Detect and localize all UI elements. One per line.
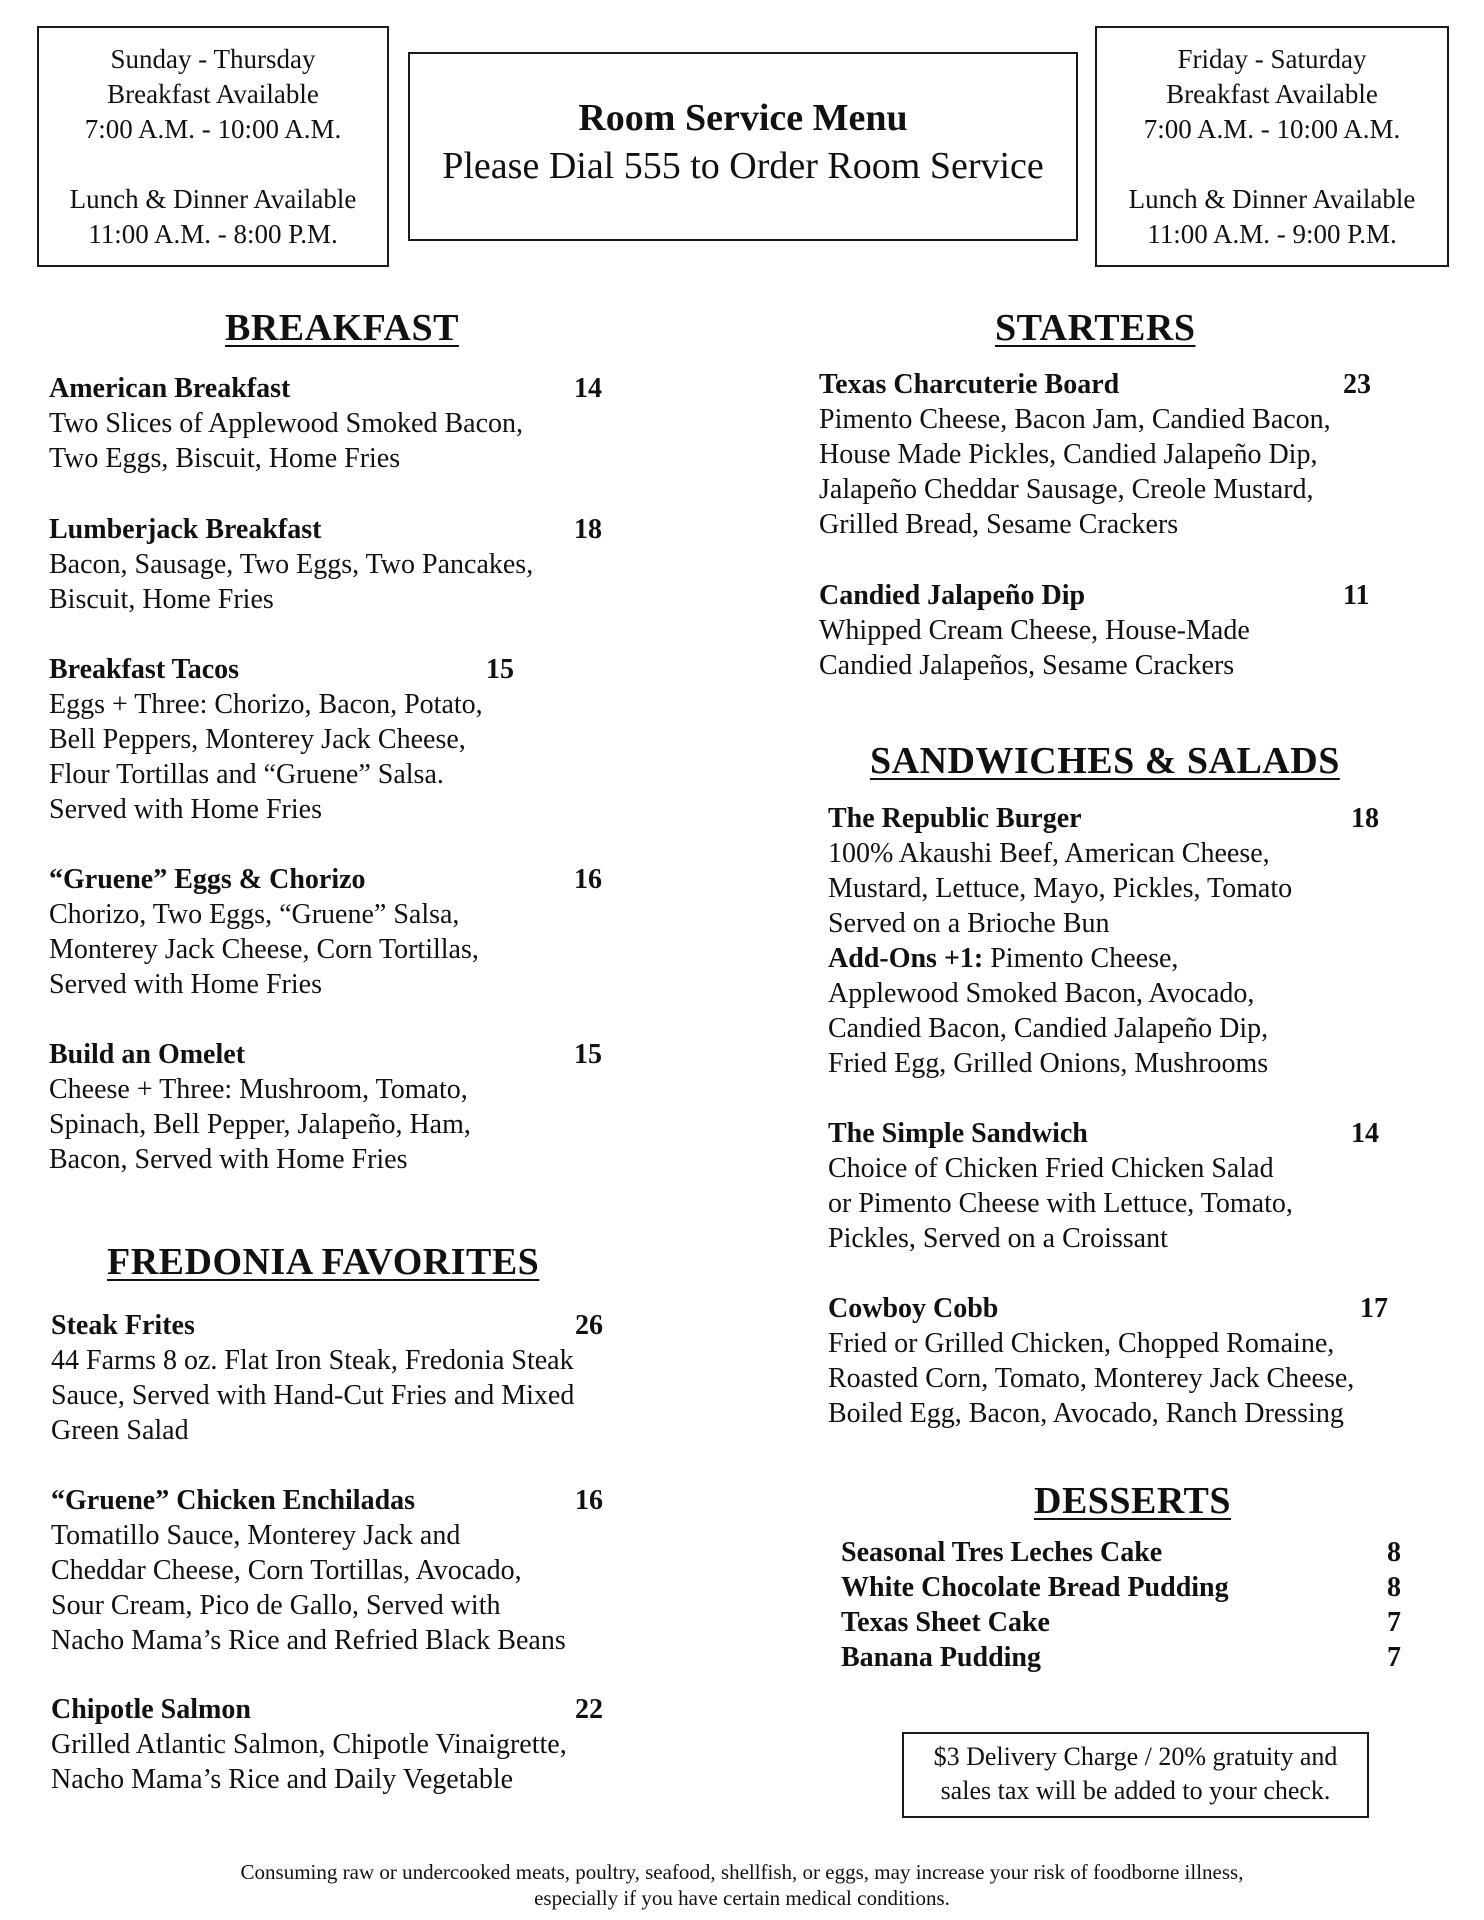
item-name: Texas Charcuterie Board: [819, 369, 1120, 400]
sandwiches-heading: SANDWICHES & SALADS: [870, 740, 1340, 782]
right-lunch-hours: 11:00 A.M. - 9:00 P.M.: [1147, 219, 1397, 249]
item-desc-line: Roasted Corn, Tomato, Monterey Jack Cheese,: [828, 1363, 1355, 1394]
item-name: Candied Jalapeño Dip: [819, 580, 1086, 611]
delivery-note-line: sales tax will be added to your check.: [940, 1776, 1331, 1805]
item-desc-line: Jalapeño Cheddar Sausage, Creole Mustard,: [819, 474, 1314, 505]
item-price: 18: [1351, 803, 1379, 834]
item-desc-line: 44 Farms 8 oz. Flat Iron Steak, Fredonia Steak: [51, 1345, 574, 1376]
item-name: American Breakfast: [49, 373, 291, 404]
menu-title: Room Service Menu: [578, 97, 908, 139]
dessert-name: Seasonal Tres Leches Cake: [841, 1537, 1163, 1568]
item-desc-line: Nacho Mama’s Rice and Refried Black Beans: [51, 1625, 566, 1656]
item-desc-line: Served on a Brioche Bun: [828, 908, 1110, 939]
item-desc-line: Cheddar Cheese, Corn Tortillas, Avocado,: [51, 1555, 522, 1586]
addon-desc-line: Applewood Smoked Bacon, Avocado,: [828, 978, 1255, 1009]
item-desc-line: Sour Cream, Pico de Gallo, Served with: [51, 1590, 501, 1621]
right-days: Friday - Saturday: [1177, 44, 1367, 74]
item-name: “Gruene” Eggs & Chorizo: [49, 864, 366, 895]
menu-item: [828, 1291, 1388, 1431]
item-name: “Gruene” Chicken Enchiladas: [51, 1485, 416, 1516]
item-desc-line: Boiled Egg, Bacon, Avocado, Ranch Dressing: [828, 1398, 1344, 1429]
menu-item: [51, 1692, 603, 1797]
item-desc-line: Grilled Bread, Sesame Crackers: [819, 509, 1179, 540]
item-price: 16: [575, 1485, 603, 1516]
right-breakfast-label: Breakfast Available: [1166, 79, 1378, 109]
item-name: Breakfast Tacos: [49, 654, 240, 685]
dessert-name: Texas Sheet Cake: [841, 1607, 1050, 1638]
item-desc-line: Nacho Mama’s Rice and Daily Vegetable: [51, 1764, 514, 1795]
item-desc-line: Pickles, Served on a Croissant: [828, 1223, 1168, 1254]
delivery-note-line: $3 Delivery Charge / 20% gratuity and: [933, 1742, 1338, 1771]
breakfast-heading: BREAKFAST: [225, 307, 459, 349]
item-desc-line: Tomatillo Sauce, Monterey Jack and: [51, 1520, 461, 1551]
item-name: The Republic Burger: [828, 803, 1082, 834]
item-price: 15: [486, 654, 514, 685]
item-desc-line: Cheese + Three: Mushroom, Tomato,: [49, 1074, 468, 1105]
item-price: 17: [1360, 1293, 1388, 1324]
addon-desc-line: Candied Bacon, Candied Jalapeño Dip,: [828, 1013, 1269, 1044]
dessert-price: 8: [1387, 1537, 1401, 1568]
item-desc-line: Served with Home Fries: [49, 794, 322, 825]
item-desc-line: Grilled Atlantic Salmon, Chipotle Vinaigrette,: [51, 1729, 567, 1760]
item-price: 15: [574, 1039, 602, 1070]
item-price: 23: [1343, 369, 1371, 400]
item-desc-line: Fried or Grilled Chicken, Chopped Romaine,: [828, 1328, 1335, 1359]
dessert-price: 8: [1387, 1572, 1401, 1603]
menu-item: [51, 1308, 603, 1448]
starters-heading: STARTERS: [995, 307, 1196, 349]
item-desc-line: Flour Tortillas and “Gruene” Salsa.: [49, 759, 444, 790]
dessert-price: 7: [1387, 1642, 1401, 1673]
menu-item: [49, 1037, 602, 1177]
item-name: Cowboy Cobb: [828, 1293, 999, 1324]
item-desc-line: Sauce, Served with Hand-Cut Fries and Mixed: [51, 1380, 575, 1411]
menu-item: [828, 1116, 1379, 1256]
delivery-note: [902, 1732, 1369, 1818]
addon-label: Add-Ons +1:: [828, 943, 984, 974]
item-price: 11: [1343, 580, 1370, 611]
item-desc-line: Served with Home Fries: [49, 969, 322, 1000]
item-desc-line: Choice of Chicken Fried Chicken Salad: [828, 1153, 1274, 1184]
item-price: 14: [574, 373, 602, 404]
addon-line: [828, 941, 1292, 976]
dessert-row: [841, 1535, 1401, 1570]
item-desc-line: Green Salad: [51, 1415, 189, 1446]
left-breakfast-hours: 7:00 A.M. - 10:00 A.M.: [84, 114, 342, 144]
item-desc-line: Bacon, Served with Home Fries: [49, 1144, 408, 1175]
item-desc-line: Biscuit, Home Fries: [49, 584, 274, 615]
menu-item: [819, 578, 1370, 683]
item-price: 16: [574, 864, 602, 895]
dessert-name: White Chocolate Bread Pudding: [841, 1572, 1229, 1603]
title-box: [408, 52, 1078, 241]
menu-item: [819, 367, 1371, 542]
dessert-price: 7: [1387, 1607, 1401, 1638]
disclaimer-line: especially if you have certain medical conditions.: [534, 1886, 950, 1910]
dessert-row: [841, 1605, 1401, 1640]
item-desc-line: Eggs + Three: Chorizo, Bacon, Potato,: [49, 689, 483, 720]
menu-item: [49, 862, 602, 1002]
menu-item: [49, 371, 602, 476]
item-desc-line: Chorizo, Two Eggs, “Gruene” Salsa,: [49, 899, 460, 930]
item-desc-line: Two Slices of Applewood Smoked Bacon,: [49, 408, 523, 439]
left-breakfast-label: Breakfast Available: [107, 79, 319, 109]
item-desc-line: Whipped Cream Cheese, House-Made: [819, 615, 1250, 646]
item-name: Build an Omelet: [49, 1039, 246, 1070]
menu-item: [49, 512, 602, 617]
menu-subtitle: Please Dial 555 to Order Room Service: [442, 145, 1044, 187]
left-hours-box: [37, 26, 389, 267]
item-desc-line: 100% Akaushi Beef, American Cheese,: [828, 838, 1270, 869]
item-name: Steak Frites: [51, 1310, 195, 1341]
dessert-list: [841, 1535, 1401, 1675]
item-desc-line: or Pimento Cheese with Lettuce, Tomato,: [828, 1188, 1293, 1219]
item-desc-line: Pimento Cheese, Bacon Jam, Candied Bacon,: [819, 404, 1331, 435]
menu-item: [828, 801, 1379, 1081]
item-price: 22: [575, 1694, 603, 1725]
item-name: Lumberjack Breakfast: [49, 514, 322, 545]
dessert-name: Banana Pudding: [841, 1642, 1041, 1673]
item-name: The Simple Sandwich: [828, 1118, 1088, 1149]
item-price: 14: [1351, 1118, 1379, 1149]
item-desc-line: House Made Pickles, Candied Jalapeño Dip,: [819, 439, 1318, 470]
right-breakfast-hours: 7:00 A.M. - 10:00 A.M.: [1143, 114, 1401, 144]
right-lunch-label: Lunch & Dinner Available: [1128, 184, 1416, 214]
item-price: 26: [575, 1310, 603, 1341]
right-hours-box: [1095, 26, 1449, 267]
disclaimer-line: Consuming raw or undercooked meats, poultry, seafood, shellfish, or eggs, may increase your risk of foodborne illness,: [240, 1860, 1244, 1884]
addon-desc-line: Pimento Cheese,: [983, 943, 1179, 974]
item-name: Chipotle Salmon: [51, 1694, 251, 1725]
dessert-row: [841, 1570, 1401, 1605]
menu-item: [51, 1483, 603, 1658]
addon-desc-line: Fried Egg, Grilled Onions, Mushrooms: [828, 1048, 1269, 1079]
item-desc-line: Spinach, Bell Pepper, Jalapeño, Ham,: [49, 1109, 471, 1140]
item-desc-line: Candied Jalapeños, Sesame Crackers: [819, 650, 1235, 681]
left-lunch-label: Lunch & Dinner Available: [69, 184, 357, 214]
fredonia-heading: FREDONIA FAVORITES: [107, 1241, 540, 1283]
food-safety-disclaimer: [100, 1859, 1384, 1911]
item-desc-line: Bell Peppers, Monterey Jack Cheese,: [49, 724, 466, 755]
item-desc-line: Monterey Jack Cheese, Corn Tortillas,: [49, 934, 479, 965]
desserts-heading: DESSERTS: [1034, 1480, 1231, 1522]
dessert-row: [841, 1640, 1401, 1675]
item-desc-line: Mustard, Lettuce, Mayo, Pickles, Tomato: [828, 873, 1293, 904]
left-lunch-hours: 11:00 A.M. - 8:00 P.M.: [88, 219, 338, 249]
item-price: 18: [574, 514, 602, 545]
left-days: Sunday - Thursday: [110, 44, 316, 74]
item-desc-line: Bacon, Sausage, Two Eggs, Two Pancakes,: [49, 549, 534, 580]
menu-item: [49, 652, 514, 827]
item-desc-line: Two Eggs, Biscuit, Home Fries: [49, 443, 401, 474]
